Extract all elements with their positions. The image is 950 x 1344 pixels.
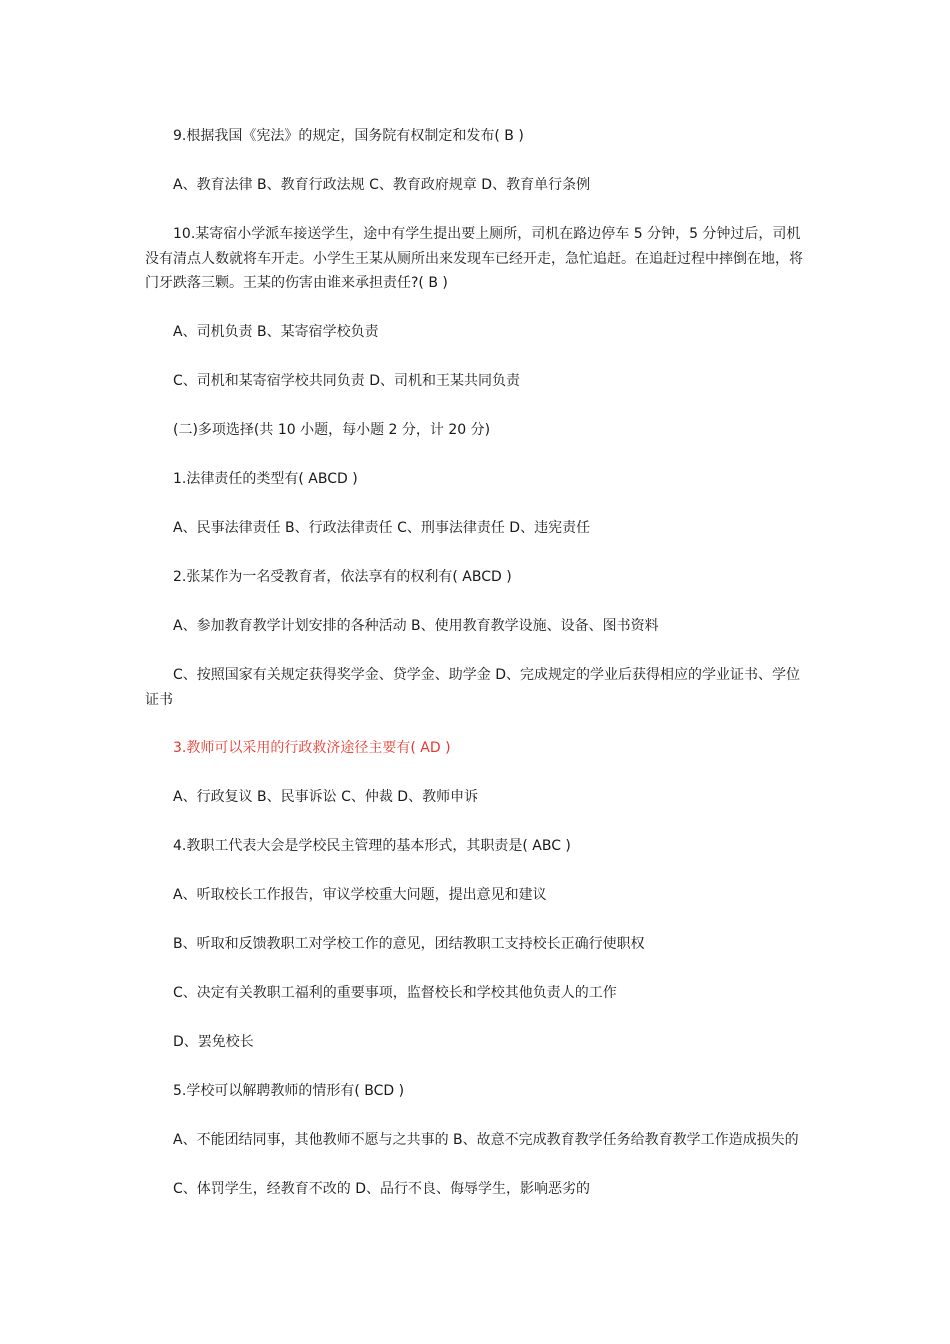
question-10-options-ab: A、司机负责 B、某寄宿学校负责 [173, 324, 379, 340]
mc-question-3-options: A、行政复议 B、民事诉讼 C、仲裁 D、教师申诉 [173, 789, 479, 805]
mc-question-1-options: A、民事法律责任 B、行政法律责任 C、刑事法律责任 D、违宪责任 [173, 520, 591, 536]
mc-question-1: 1.法律责任的类型有( ABCD ) [173, 471, 358, 487]
mc-question-2-options-ab: A、参加教育教学计划安排的各种活动 B、使用教育教学设施、设备、图书资料 [173, 618, 659, 634]
mc-question-5-options-ab: A、不能团结同事，其他教师不愿与之共事的 B、故意不完成教育教学任务给教育教学工作造成损失的 [173, 1132, 799, 1148]
section-heading-multiple-choice: (二)多项选择(共 10 小题，每小题 2 分，计 20 分) [173, 422, 491, 438]
question-10-options-cd: C、司机和某寄宿学校共同负责 D、司机和王某共同负责 [173, 373, 521, 389]
question-10: 10.某寄宿小学派车接送学生，途中有学生提出要上厕所，司机在路边停车 5 分钟，5 分钟过后，司机没有清点人数就将车开走。小学生王某从厕所出来发现车已经开走，急忙追赶。在追赶过程中摔倒在地，将门牙跌落三颗。王某的伤害由谁来承担责任?( B ) [145, 226, 803, 291]
mc-question-5: 5.学校可以解聘教师的情形有( BCD ) [173, 1083, 405, 1099]
mc-question-4: 4.教职工代表大会是学校民主管理的基本形式，其职责是( ABC ) [173, 838, 571, 854]
question-9: 9.根据我国《宪法》的规定，国务院有权制定和发布( B ) [173, 128, 524, 144]
mc-question-2-options-cd: C、按照国家有关规定获得奖学金、贷学金、助学金 D、完成规定的学业后获得相应的学业证书、学位证书 [145, 667, 801, 708]
mc-question-4-option-b: B、听取和反馈教职工对学校工作的意见，团结教职工支持校长正确行使职权 [173, 936, 645, 952]
mc-question-4-option-c: C、决定有关教职工福利的重要事项，监督校长和学校其他负责人的工作 [173, 985, 617, 1001]
mc-question-3: 3.教师可以采用的行政救济途径主要有( AD ) [173, 740, 451, 756]
mc-question-4-option-d: D、罢免校长 [173, 1034, 254, 1050]
mc-question-4-option-a: A、听取校长工作报告，审议学校重大问题，提出意见和建议 [173, 887, 547, 903]
mc-question-5-options-cd: C、体罚学生，经教育不改的 D、品行不良、侮辱学生，影响恶劣的 [173, 1181, 591, 1197]
question-9-options: A、教育法律 B、教育行政法规 C、教育政府规章 D、教育单行条例 [173, 177, 591, 193]
mc-question-2: 2.张某作为一名受教育者，依法享有的权利有( ABCD ) [173, 569, 512, 585]
